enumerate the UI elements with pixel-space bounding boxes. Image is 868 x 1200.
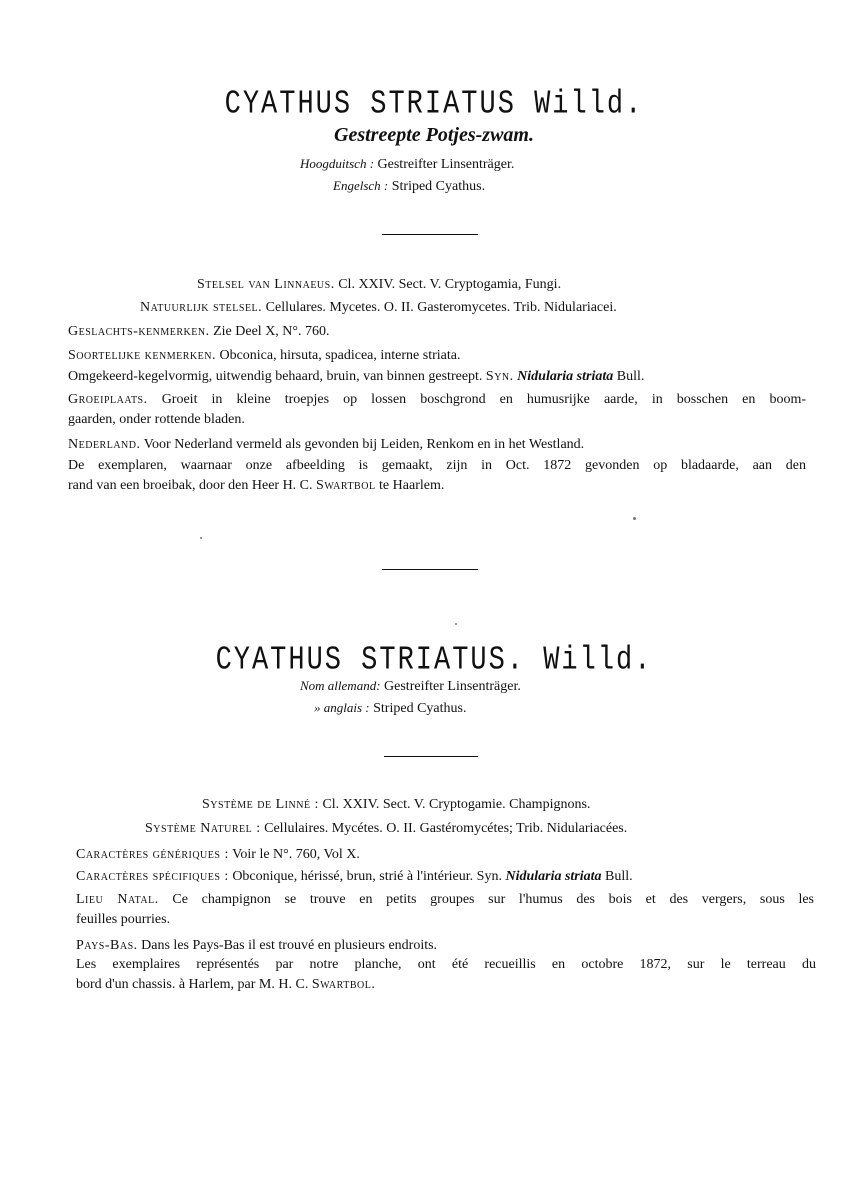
dutch-english-name [333, 178, 485, 195]
section-text: Dans les Pays-Bas il est trouvé en plusieurs endroits. [141, 938, 438, 953]
divider-rule [384, 756, 478, 757]
divider-rule [382, 234, 478, 235]
section-text: Omgekeerd-kegelvormig, uitwendig behaard, bruin, van binnen gestreept. [68, 369, 483, 384]
dutch-subtitle: Gestreepte Potjes-zwam. [334, 124, 534, 146]
print-speck [200, 537, 202, 539]
dutch-geslachts-kenmerken [68, 324, 330, 340]
paragraph-line [76, 975, 816, 995]
french-english-name [314, 700, 466, 717]
paragraph-line [68, 476, 806, 496]
syn-author: Bull. [616, 369, 645, 384]
dutch-german-name [300, 156, 514, 173]
section-label: Nederland. [68, 437, 141, 452]
syn-author: Bull. [605, 869, 633, 884]
section-text: Obconica, hirsuta, spadicea, interne striata. [219, 348, 461, 363]
name-label: Nom allemand: [300, 678, 381, 693]
dutch-stelsel-linnaeus [197, 277, 561, 293]
dutch-soortelijke-kenmerken [68, 348, 460, 364]
section-label: Stelsel van Linnaeus. [197, 277, 335, 292]
person-name: Swartbol [316, 478, 376, 493]
dutch-groeiplaats [68, 390, 806, 430]
syn-name: Nidularia striata [517, 369, 614, 384]
print-speck [455, 623, 457, 625]
syn-name: Nidularia striata [505, 869, 602, 884]
paragraph-line [68, 390, 806, 410]
name-label: » anglais : [314, 700, 370, 715]
section-label: Système Naturel : [145, 821, 261, 836]
french-systeme-naturel [145, 821, 627, 837]
dutch-nederland [68, 437, 584, 453]
french-caracteres-generiques [76, 847, 360, 863]
section-text: Cl. XXIV. Sect. V. Cryptogamia, Fungi. [338, 277, 562, 292]
person-name: Swartbol. [311, 977, 376, 992]
text-fragment: rand van een broeibak, door den Heer H. C. [68, 478, 313, 493]
name-value: Striped Cyathus. [391, 179, 486, 194]
french-systeme-linne [202, 797, 590, 813]
section-text: Ce champignon se trouve en petits groupes sur l'humus des bois et des vergers, sous les [172, 892, 815, 907]
section-text: Voir le N°. 760, Vol X. [232, 847, 360, 862]
french-exemplaires [76, 955, 816, 995]
french-pays-bas [76, 938, 437, 954]
section-text: Voor Nederland vermeld als gevonden bij Leiden, Renkom en in het Westland. [143, 437, 585, 452]
dutch-exemplaren [68, 456, 806, 496]
name-value: Gestreifter Linsenträger. [384, 679, 521, 694]
paragraph-line: Les exemplaires représentés par notre planche, ont été recueillis en octobre 1872, sur le terreau du [76, 957, 816, 972]
section-label: Natuurlijk stelsel. [140, 300, 263, 315]
french-lieu-natal [76, 890, 814, 930]
french-german-name [300, 678, 521, 695]
section-text: Cellulares. Mycetes. O. II. Gasteromycetes. Trib. Nidulariacei. [265, 300, 617, 315]
name-value: Gestreifter Linsenträger. [377, 157, 515, 172]
section-text: Groeit in kleine troepjes op lossen boschgrond en humusrijke aarde, in bosschen en boom- [161, 392, 806, 407]
section-label: Geslachts-kenmerken. [68, 324, 210, 339]
syn-label: Syn. [485, 369, 514, 384]
section-label: Soortelijke kenmerken. [68, 348, 216, 363]
dutch-title: CYATHUS STRIATUS Willd. [224, 86, 644, 124]
text-fragment: te Haarlem. [379, 478, 445, 493]
dutch-omgekeerd [68, 369, 644, 385]
dutch-natuurlijk-stelsel [140, 300, 617, 316]
section-label: Groeiplaats. [68, 392, 148, 407]
section-label: Caractères spécifiques : [76, 869, 229, 884]
paragraph-line: gaarden, onder rottende bladen. [68, 412, 245, 427]
section-text: Cl. XXIV. Sect. V. Cryptogamie. Champignons. [322, 797, 591, 812]
french-title: CYATHUS STRIATUS. Willd. [215, 642, 653, 680]
print-speck [633, 517, 636, 520]
french-caracteres-specifiques [76, 869, 633, 885]
section-text: Zie Deel X, N°. 760. [213, 324, 330, 339]
section-label: Lieu Natal. [76, 892, 159, 907]
section-label: Pays-Bas. [76, 938, 138, 953]
text-fragment: bord d'un chassis. à Harlem, par M. H. C. [76, 977, 309, 992]
name-label: Hoogduitsch : [300, 156, 375, 171]
name-value: Striped Cyathus. [373, 701, 467, 716]
section-text: Cellulaires. Mycétes. O. II. Gastéromycétes; Trib. Nidulariacées. [264, 821, 628, 836]
section-label: Système de Linné : [202, 797, 319, 812]
section-text: Obconique, hérissé, brun, strié à l'intérieur. Syn. [232, 869, 502, 884]
section-label: Caractères génériques : [76, 847, 229, 862]
paragraph-line: De exemplaren, waarnaar onze afbeelding is gemaakt, zijn in Oct. 1872 gevonden op bladaarde, aan den [68, 458, 806, 473]
paragraph-line: feuilles pourries. [76, 912, 171, 927]
name-label: Engelsch : [333, 178, 389, 193]
paragraph-line [76, 890, 814, 910]
divider-rule [382, 569, 478, 570]
